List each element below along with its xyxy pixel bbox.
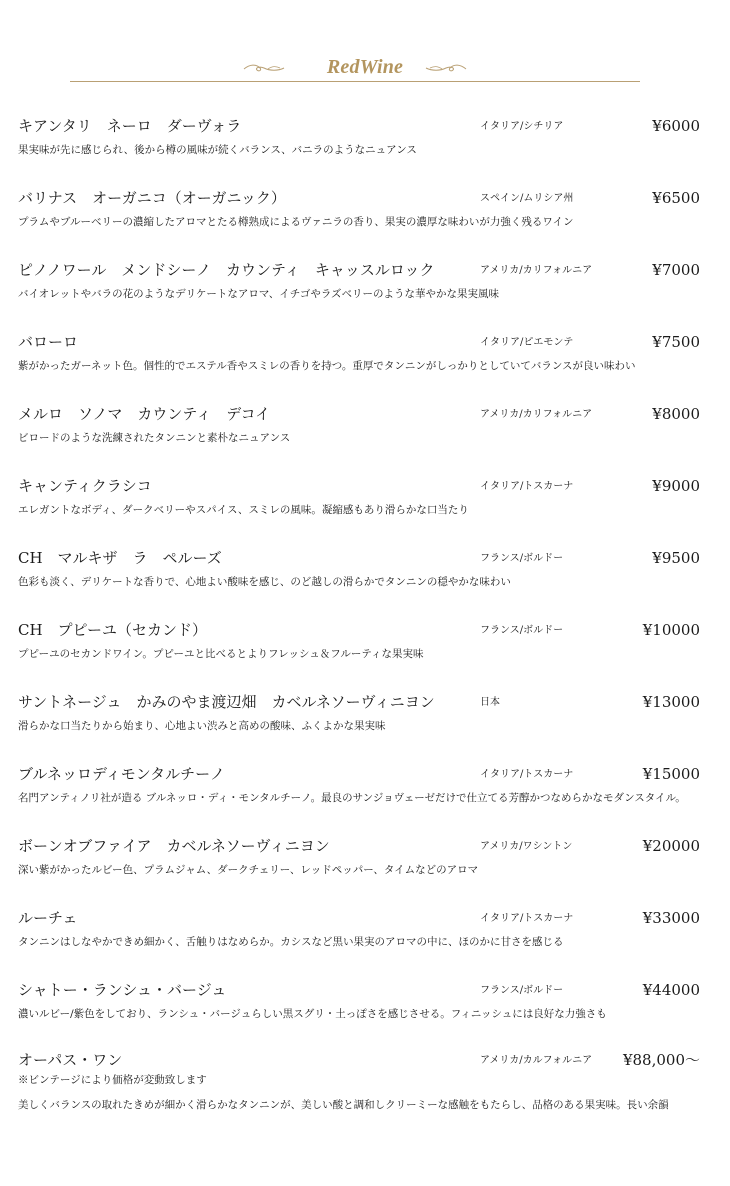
- wine-price: ¥7500: [652, 333, 700, 351]
- section-title: RedWine: [326, 56, 404, 78]
- wine-price: ¥44000: [642, 981, 700, 999]
- wine-price: ¥7000: [652, 261, 700, 279]
- wine-price: ¥13000: [642, 693, 700, 711]
- wine-item: [0, 549, 730, 609]
- wine-item: [0, 981, 730, 1041]
- wine-region: フランス/ボルドー: [480, 985, 564, 996]
- wine-item: [0, 261, 730, 321]
- wine-item: [0, 693, 730, 753]
- wine-description: 果実味が先に感じられ、後から樽の風味が続くバランス、バニラのようなニュアンス: [18, 144, 417, 156]
- wine-item: [0, 837, 730, 897]
- wine-price: ¥33000: [642, 909, 700, 927]
- wine-name: サントネージュ かみのやま渡辺畑 カベルネソーヴィニヨン: [18, 693, 435, 711]
- wine-description: 美しくバランスの取れたきめが細かく滑らかなタンニンが、美しい酸と調和しクリーミーな感触をもたらし、品格のある果実味。長い余韻: [18, 1099, 669, 1111]
- wine-item: [0, 909, 730, 969]
- wine-description: ビロードのような洗練されたタンニンと素朴なニュアンス: [18, 432, 291, 444]
- vintage-note: ※ビンテージにより価格が変動致します: [18, 1074, 207, 1086]
- wine-description: バイオレットやバラの花のようなデリケートなアロマ、イチゴやラズベリーのような華やかな果実風味: [18, 288, 500, 300]
- wine-item: [0, 405, 730, 465]
- wine-price: ¥10000: [642, 621, 700, 639]
- wine-price: ¥6000: [652, 117, 700, 135]
- wine-region: イタリア/シチリア: [480, 121, 564, 132]
- wine-name: バリナス オーガニコ（オーガニック）: [18, 189, 286, 207]
- wine-price: ¥88,000～: [622, 1051, 700, 1069]
- wine-region: スペイン/ムリシア州: [480, 193, 574, 204]
- wine-item: [0, 117, 730, 177]
- flourish-right-icon: [424, 63, 468, 75]
- wine-name: CH マルキザ ラ ペルーズ: [18, 549, 222, 567]
- wine-region: アメリカ/カリフォルニア: [480, 409, 593, 420]
- wine-name: メルロ ソノマ カウンティ デコイ: [18, 405, 271, 423]
- wine-description: タンニンはしなやかできめ細かく、舌触りはなめらか。カシスなど黒い果実のアロマの中に、ほのかに甘さを感じる: [18, 936, 564, 948]
- wine-region: イタリア/トスカーナ: [480, 913, 574, 924]
- wine-region: アメリカ/カルフォルニア: [480, 1055, 593, 1066]
- wine-name: シャトー・ランシュ・バージュ: [18, 981, 227, 999]
- wine-description: 濃いルビー/紫色をしており、ランシュ・バージュらしい黒スグリ・土っぽさを感じさせる。フィニッシュには良好な力強さも: [18, 1008, 607, 1020]
- wine-name: ブルネッロディモンタルチーノ: [18, 765, 225, 783]
- wine-name: オーパス・ワン: [18, 1051, 123, 1069]
- wine-description: プラムやブルーベリーの濃縮したアロマとたる樽熟成によるヴァニラの香り、果実の濃厚な味わいが力強く残るワイン: [18, 216, 574, 228]
- wine-description: エレガントなボディ、ダークベリーやスパイス、スミレの風味。凝縮感もあり滑らかな口当たり: [18, 504, 469, 516]
- wine-description: プピーユのセカンドワイン。プピーユと比べるとよりフレッシュ＆フルーティな果実味: [18, 648, 424, 660]
- wine-region: 日本: [480, 697, 500, 708]
- wine-description: 名門アンティノリ社が造る ブルネッロ・ディ・モンタルチーノ。最良のサンジョヴェーゼだけで仕立てる芳醇かつなめらかなモダンスタイル。: [18, 792, 686, 804]
- wine-name: ルーチェ: [18, 909, 78, 927]
- wine-name: キャンティクラシコ: [18, 477, 152, 495]
- wine-item: [0, 189, 730, 249]
- wine-description: 滑らかな口当たりから始まり、心地よい渋みと高めの酸味、ふくよかな果実味: [18, 720, 386, 732]
- wine-price: ¥9000: [652, 477, 700, 495]
- wine-region: アメリカ/ワシントン: [480, 841, 573, 852]
- wine-description: 深い紫がかったルビー色、プラムジャム、ダークチェリー、レッドペッパー、タイムなどのアロマ: [18, 864, 479, 876]
- wine-price: ¥9500: [652, 549, 700, 567]
- wine-region: アメリカ/カリフォルニア: [480, 265, 593, 276]
- wine-region: イタリア/ピエモンテ: [480, 337, 574, 348]
- wine-description: 色彩も淡く、デリケートな香りで、心地よい酸味を感じ、のど越しの滑らかでタンニンの穏やかな味わい: [18, 576, 511, 588]
- wine-price: ¥6500: [652, 189, 700, 207]
- wine-region: フランス/ボルドー: [480, 625, 564, 636]
- header-divider: [70, 81, 640, 82]
- wine-name: ピノノワール メンドシーノ カウンティ キャッスルロック: [18, 261, 435, 279]
- wine-price: ¥20000: [642, 837, 700, 855]
- wine-name: ボーンオブファイア カベルネソーヴィニヨン: [18, 837, 330, 855]
- wine-description: 紫がかったガーネット色。個性的でエステル香やスミレの香りを持つ。重厚でタンニンがしっかりとしていてバランスが良い味わい: [18, 360, 636, 372]
- wine-item: [0, 765, 730, 825]
- wine-region: フランス/ボルドー: [480, 553, 564, 564]
- wine-price: ¥15000: [642, 765, 700, 783]
- wine-name: バローロ: [18, 333, 79, 351]
- wine-item: [0, 1051, 730, 1131]
- section-header: [0, 52, 730, 92]
- wine-item: [0, 477, 730, 537]
- wine-name: CH プピーユ（セカンド）: [18, 621, 207, 639]
- wine-item: [0, 333, 730, 393]
- wine-name: キアンタリ ネーロ ダーヴォラ: [18, 117, 242, 135]
- wine-item: [0, 621, 730, 681]
- wine-region: イタリア/トスカーナ: [480, 769, 574, 780]
- wine-region: イタリア/トスカーナ: [480, 481, 574, 492]
- wine-price: ¥8000: [652, 405, 700, 423]
